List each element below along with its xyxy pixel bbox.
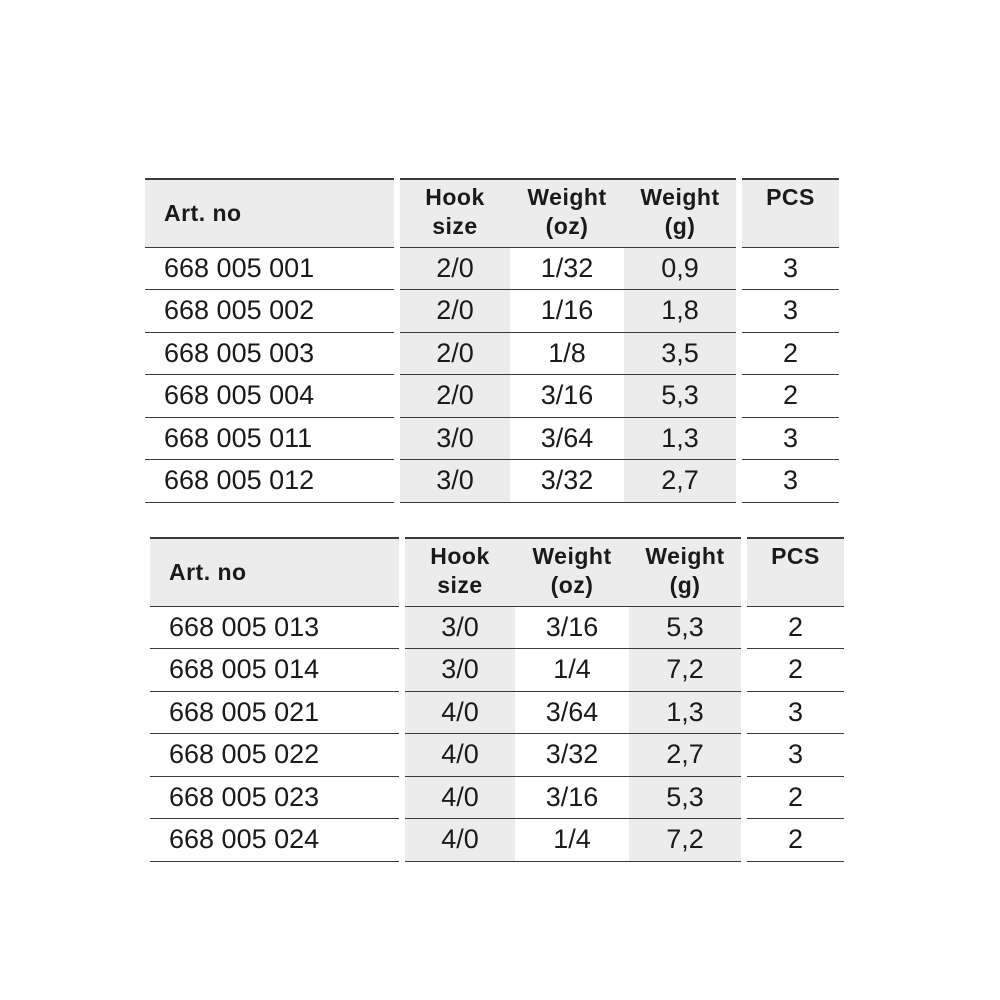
cell-pcs: 3 [739,290,839,333]
table-row [150,819,844,862]
cell-weight-g: 2,7 [624,460,739,503]
header-weight-oz [510,179,624,247]
cell-weight-g: 1,3 [629,691,744,734]
cell-pcs: 2 [744,606,844,649]
cell-weight-g: 2,7 [629,734,744,777]
cell-weight-oz: 3/32 [515,734,629,777]
cell-hook-size: 4/0 [402,819,515,862]
cell-weight-oz: 1/32 [510,247,624,290]
cell-weight-g: 5,3 [629,776,744,819]
table-row [150,776,844,819]
cell-weight-g: 1,3 [624,417,739,460]
cell-art-no: 668 005 002 [145,290,397,333]
cell-pcs: 3 [739,460,839,503]
cell-pcs: 3 [739,417,839,460]
cell-art-no: 668 005 001 [145,247,397,290]
cell-weight-g: 1,8 [624,290,739,333]
cell-art-no: 668 005 011 [145,417,397,460]
cell-weight-oz: 3/16 [515,606,629,649]
cell-art-no: 668 005 023 [150,776,402,819]
cell-art-no: 668 005 014 [150,649,402,692]
cell-art-no: 668 005 003 [145,332,397,375]
cell-art-no: 668 005 012 [145,460,397,503]
cell-weight-oz: 3/64 [510,417,624,460]
header-hook-size-line-1: Hook [430,543,490,569]
cell-weight-g: 5,3 [624,375,739,418]
header-weight-g-line-1: Weight [640,184,720,210]
cell-art-no: 668 005 004 [145,375,397,418]
table-row [150,649,844,692]
header-hook-size [402,538,515,606]
cell-hook-size: 4/0 [402,734,515,777]
cell-weight-oz: 3/32 [510,460,624,503]
table-row [145,332,839,375]
cell-hook-size: 2/0 [397,332,510,375]
cell-pcs: 3 [739,247,839,290]
cell-pcs: 2 [739,375,839,418]
table-header-row [145,179,839,247]
cell-pcs: 2 [744,776,844,819]
header-hook-size-line-2: size [437,572,483,598]
cell-weight-oz: 3/64 [515,691,629,734]
table-row [145,247,839,290]
cell-pcs: 3 [744,734,844,777]
header-hook-size [397,179,510,247]
header-art-no: Art. no [145,179,397,247]
cell-weight-oz: 1/4 [515,819,629,862]
header-pcs: PCS [739,179,839,247]
cell-art-no: 668 005 024 [150,819,402,862]
header-hook-size-line-2: size [432,213,478,239]
header-pcs: PCS [744,538,844,606]
cell-pcs: 2 [739,332,839,375]
cell-pcs: 3 [744,691,844,734]
header-weight-oz-line-1: Weight [527,184,607,210]
cell-hook-size: 2/0 [397,290,510,333]
cell-hook-size: 2/0 [397,375,510,418]
table-row [150,606,844,649]
cell-hook-size: 3/0 [397,460,510,503]
cell-weight-g: 7,2 [629,819,744,862]
header-weight-oz-line-2: (oz) [550,572,594,598]
cell-weight-oz: 1/16 [510,290,624,333]
header-art-no: Art. no [150,538,402,606]
table-row [150,734,844,777]
cell-weight-oz: 3/16 [515,776,629,819]
cell-weight-oz: 3/16 [510,375,624,418]
cell-pcs: 2 [744,819,844,862]
cell-weight-g: 7,2 [629,649,744,692]
cell-weight-g: 0,9 [624,247,739,290]
table-row [145,375,839,418]
cell-hook-size: 3/0 [402,649,515,692]
header-weight-oz-line-2: (oz) [545,213,589,239]
header-weight-g-line-1: Weight [645,543,725,569]
cell-weight-oz: 1/8 [510,332,624,375]
table-row [145,417,839,460]
header-weight-g-line-2: (g) [664,213,696,239]
spec-table-2 [150,537,844,862]
header-weight-g [629,538,744,606]
cell-art-no: 668 005 021 [150,691,402,734]
table-row [150,691,844,734]
table-row [145,460,839,503]
cell-weight-oz: 1/4 [515,649,629,692]
cell-weight-g: 5,3 [629,606,744,649]
header-weight-oz [515,538,629,606]
cell-art-no: 668 005 013 [150,606,402,649]
cell-hook-size: 3/0 [397,417,510,460]
cell-weight-g: 3,5 [624,332,739,375]
cell-hook-size: 4/0 [402,776,515,819]
cell-art-no: 668 005 022 [150,734,402,777]
header-weight-oz-line-1: Weight [532,543,612,569]
header-weight-g [624,179,739,247]
cell-hook-size: 2/0 [397,247,510,290]
table-header-row [150,538,844,606]
spec-table-1 [145,178,839,503]
header-hook-size-line-1: Hook [425,184,485,210]
cell-hook-size: 4/0 [402,691,515,734]
cell-pcs: 2 [744,649,844,692]
cell-hook-size: 3/0 [402,606,515,649]
table-row [145,290,839,333]
header-weight-g-line-2: (g) [669,572,701,598]
